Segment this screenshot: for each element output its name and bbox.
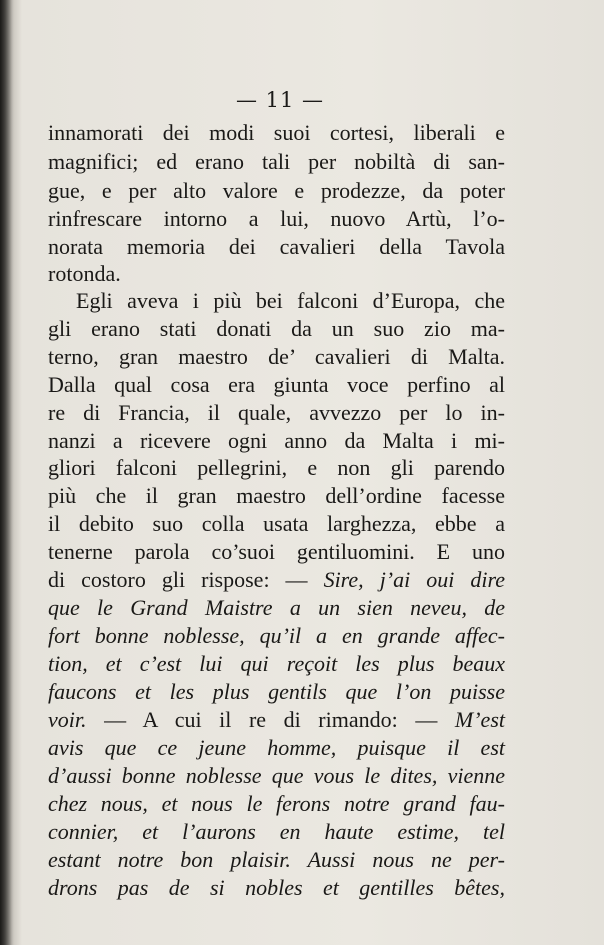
text-line: Dalla qual cosa era giunta voce perfino al xyxy=(48,372,505,397)
text-line: tenerne parola co’suoi gentiluomini. E uno xyxy=(48,539,505,564)
italic-line: avis que ce jeune homme, puisque il est xyxy=(48,735,505,760)
text-line: più che il gran maestro dell’ordine facesse xyxy=(48,483,505,508)
text-line: rotonda. xyxy=(48,261,121,286)
italic-line: estant notre bon plaisir. Aussi nous ne per- xyxy=(48,847,505,872)
text-line: gliori falconi pellegrini, e non gli parendo xyxy=(48,455,505,480)
italic-quote: voir. xyxy=(48,707,87,732)
text-line-mixed xyxy=(48,565,505,595)
italic-line: drons pas de si nobles et gentilles bêtes, xyxy=(48,875,505,900)
italic-quote: M’est xyxy=(454,707,505,732)
paragraph-first-line: Egli aveva i più bei falconi d’Europa, che xyxy=(76,288,505,313)
page-number: — 11 — xyxy=(235,88,325,112)
text-line: nanzi a ricevere ogni anno da Malta i mi- xyxy=(48,428,505,453)
italic-line: tion, et c’est lui qui reçoit les plus beaux xyxy=(48,651,505,676)
italic-line: d’aussi bonne noblesse que vous le dites, vienne xyxy=(48,763,505,788)
italic-line: chez nous, et nous le ferons notre grand fau- xyxy=(48,791,505,816)
italic-line: fort bonne noblesse, qu’il a en grande affec- xyxy=(48,623,505,648)
binding-shadow xyxy=(0,0,14,945)
roman-text: di costoro gli rispose: — xyxy=(48,567,324,592)
text-line: re di Francia, il quale, avvezzo per lo in- xyxy=(48,400,505,425)
text-line: innamorati dei modi suoi cortesi, liberali e xyxy=(48,120,505,145)
italic-line: connier, et l’aurons en haute estime, tel xyxy=(48,819,505,844)
italic-line: faucons et les plus gentils que l’on puisse xyxy=(48,679,505,704)
italic-line: que le Grand Maistre a un sien neveu, de xyxy=(48,595,505,620)
text-line: rinfrescare intorno a lui, nuovo Artù, l’o- xyxy=(48,206,505,231)
text-line: norata memoria dei cavalieri della Tavola xyxy=(48,234,505,259)
text-line: il debito suo colla usata larghezza, ebbe a xyxy=(48,511,505,536)
text-line: gli erano stati donati da un suo zio ma- xyxy=(48,316,505,341)
text-line-mixed xyxy=(48,705,505,735)
text-line: magnifici; ed erano tali per nobiltà di san- xyxy=(48,149,505,174)
text-line: terno, gran maestro de’ cavalieri di Malta. xyxy=(48,344,505,369)
roman-text: — A cui il re di rimando: — xyxy=(86,707,455,732)
text-line: gue, e per alto valore e prodezze, da poter xyxy=(48,178,505,203)
italic-quote: Sire, j’ai oui dire xyxy=(323,567,505,592)
